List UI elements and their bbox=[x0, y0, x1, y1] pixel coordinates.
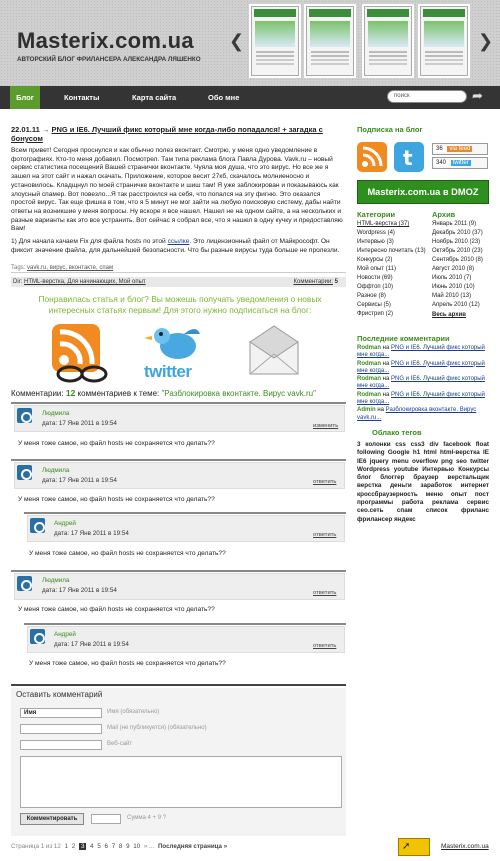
slider-prev-arrow-icon[interactable]: ❮ bbox=[229, 31, 245, 51]
page-link[interactable]: 6 bbox=[104, 843, 108, 850]
page-link[interactable]: 1 bbox=[64, 843, 69, 850]
comment-date: 17 Янв 2011 в 19:54 bbox=[58, 587, 117, 594]
form-divider bbox=[11, 684, 346, 686]
comment-date-prefix: дата: bbox=[54, 641, 70, 648]
page-link[interactable]: 4 bbox=[90, 843, 94, 850]
recent-comment-item bbox=[357, 345, 489, 360]
site-logo[interactable]: Masterix.com.ua bbox=[17, 28, 194, 53]
name-input[interactable]: Имя bbox=[20, 708, 102, 718]
comment-date: 17 Янв 2011 в 19:54 bbox=[70, 641, 129, 648]
comments-topic: "Разблокировка вконтакте. Вирус vavk.ru" bbox=[161, 389, 316, 398]
captcha-input[interactable] bbox=[91, 814, 121, 824]
recent-comments-list bbox=[357, 345, 489, 422]
comments-heading bbox=[11, 388, 346, 398]
recent-comment-on: на bbox=[382, 376, 390, 383]
comment-date-prefix: дата: bbox=[42, 477, 58, 484]
comment-divider bbox=[24, 512, 346, 514]
category-link[interactable]: Новости (69) bbox=[357, 275, 393, 281]
footer-site-link[interactable]: Masterix.com.ua bbox=[441, 843, 489, 850]
feed-counter[interactable] bbox=[432, 143, 488, 155]
post-category-bar bbox=[11, 277, 346, 287]
portfolio-thumbnail[interactable] bbox=[420, 6, 468, 76]
fix-download-link[interactable]: ссылке bbox=[167, 238, 190, 245]
user-avatar-icon bbox=[17, 408, 32, 423]
recent-comment-item bbox=[357, 361, 489, 376]
comment-author[interactable]: Андрей bbox=[54, 520, 76, 527]
recent-comment-author[interactable]: Rodman bbox=[357, 345, 381, 351]
page-link[interactable]: 8 bbox=[118, 843, 123, 850]
recent-comment-item bbox=[357, 407, 489, 422]
comment-textarea[interactable] bbox=[20, 756, 342, 808]
nav-item-blog[interactable]: Блог bbox=[10, 86, 40, 109]
feed-counter-label: via feed bbox=[449, 146, 471, 152]
post-dir-links[interactable]: HTML-верстка, Для начинающих, Мой опыт bbox=[24, 279, 146, 285]
submit-comment-button[interactable]: Комментировать bbox=[20, 813, 84, 825]
recent-comment-link[interactable]: Разблокировка вконтакте. Вирус vavk.ru... bbox=[357, 407, 477, 421]
twitter-counter[interactable] bbox=[432, 157, 488, 169]
recent-comment-author[interactable]: Rodman bbox=[357, 391, 381, 398]
pagination-ellipsis: » ... bbox=[143, 843, 155, 850]
comment-text: У меня тоже самое, но файл hosts не сохраняется что делать?? bbox=[18, 496, 215, 503]
comment-action-link[interactable]: ответить bbox=[313, 590, 337, 596]
recent-comment-author[interactable]: Admin bbox=[357, 407, 376, 414]
post-comments-count: 5 bbox=[334, 279, 338, 285]
comment-date: 17 Янв 2011 в 19:54 bbox=[70, 530, 129, 537]
page-link[interactable]: 9 bbox=[126, 843, 130, 850]
comment-action-link[interactable]: ответить bbox=[313, 643, 337, 649]
comment-author[interactable]: Андрей bbox=[54, 631, 76, 638]
archive-link[interactable]: Август 2010 (8) bbox=[432, 266, 475, 272]
comment-divider bbox=[24, 623, 346, 625]
twitter-counter-value: 340 bbox=[433, 160, 449, 166]
page-link[interactable]: 5 bbox=[97, 843, 101, 850]
post-tags-label: Tags: bbox=[11, 265, 26, 271]
portfolio-thumbnail[interactable] bbox=[251, 6, 299, 76]
page-link[interactable]: 7 bbox=[111, 843, 116, 850]
post-comments-counter[interactable] bbox=[294, 277, 338, 287]
pagination bbox=[11, 843, 227, 850]
comment-date-prefix: дата: bbox=[42, 420, 58, 427]
nav-item-contacts[interactable]: Контакты bbox=[64, 93, 100, 102]
website-input[interactable] bbox=[20, 740, 102, 750]
category-link[interactable]: Сервисы (5) bbox=[357, 302, 391, 308]
search-input[interactable]: поиск bbox=[387, 90, 467, 103]
category-link[interactable]: Wordpress (4) bbox=[357, 230, 395, 236]
post-tags bbox=[11, 265, 346, 273]
archive-link[interactable]: Апрель 2010 (12) bbox=[432, 302, 480, 308]
category-link[interactable]: Конкурсы (2) bbox=[357, 257, 393, 263]
comments-count: 12 bbox=[65, 388, 76, 398]
comment-text: У меня тоже самое, но файл hosts не сохраняется что делать?? bbox=[29, 660, 226, 667]
comment-author[interactable]: Людмила bbox=[42, 467, 70, 474]
comment-text: У меня тоже самое, но файл hosts не сохраняется что делать?? bbox=[18, 440, 215, 447]
page-link[interactable]: 2 bbox=[71, 843, 76, 850]
email-hint: Mail (не публикуется) (обязательно) bbox=[107, 725, 207, 731]
category-link[interactable]: Оффтоп (10) bbox=[357, 284, 394, 290]
comment-text: У меня тоже самое, но файл hosts не сохраняется что делать?? bbox=[29, 550, 226, 557]
archive-link[interactable]: Октябрь 2010 (23) bbox=[432, 248, 483, 254]
comment-divider bbox=[11, 459, 346, 461]
archive-link[interactable]: Сентябрь 2010 (8) bbox=[432, 257, 483, 263]
email-envelope-icon[interactable] bbox=[244, 324, 304, 380]
tag-cloud-title: Облако тегов bbox=[372, 428, 422, 437]
post-body-fix-paragraph bbox=[11, 238, 346, 255]
slider-next-arrow-icon[interactable]: ❯ bbox=[478, 31, 494, 51]
post-arrow: → bbox=[41, 125, 50, 134]
twitter-icon[interactable] bbox=[394, 142, 424, 172]
archive-link[interactable]: Декабрь 2010 (37) bbox=[432, 230, 483, 236]
svg-text:t: t bbox=[403, 146, 413, 170]
archive-link[interactable]: Июнь 2010 (10) bbox=[432, 284, 475, 290]
rss-feed-icon[interactable] bbox=[357, 142, 387, 172]
last-page-link[interactable]: Последняя страница » bbox=[157, 843, 228, 850]
user-avatar-icon bbox=[17, 465, 32, 480]
post-date: 22.01.11 bbox=[11, 125, 40, 134]
recent-comment-link[interactable]: PNG и IE6. Лучший фикс который мне когда... bbox=[357, 391, 485, 406]
dmoz-banner[interactable]: Masterix.com.ua в DMOZ bbox=[357, 180, 489, 204]
comment-action-link[interactable]: ответить bbox=[313, 532, 337, 538]
category-link[interactable]: Мой опыт (11) bbox=[357, 266, 396, 272]
portfolio-thumbnail[interactable] bbox=[306, 6, 354, 76]
site-tagline: АВТОРСКИЙ БЛОГ ФРИЛАНСЕРА АЛЕКСАНДРА ЛЯШЕНКО bbox=[17, 56, 201, 63]
comment-date-prefix: дата: bbox=[42, 587, 58, 594]
category-link[interactable]: Разное (8) bbox=[357, 293, 386, 299]
recent-comment-link[interactable]: PNG и IE6. Лучший фикс который мне когда... bbox=[357, 360, 485, 374]
subscribe-prompt: Понравилась статья и блог? Вы можешь получать уведомления о новых интересных статьях первым! Для этого нужно подписаться на блог: bbox=[38, 294, 322, 315]
comment-author[interactable]: Людмила bbox=[42, 577, 70, 584]
nav-item-sitemap[interactable]: Карта сайта bbox=[132, 93, 177, 102]
post-heading bbox=[11, 125, 345, 143]
comment-divider bbox=[11, 570, 346, 572]
recent-comment-on: на bbox=[382, 360, 390, 367]
post-body: Всем привет! Сегодня проснулся и как обычно полез вконтакт. Смотрю, у меня одно уведомление в фотографиях. Кто-то меня добавил. Посмотрел. Там типа реклама блога Павла Дурова. Vavk.ru – новый сервис статистика посещений Вашей странички вконтакте. Чуяла моя душа, что это вирус. Но все же я зашел на этот сайт и нажал скачать. Приложение, которое весит 27кб, скачалось молниеносно и установилось. Кладщнул по моей страничке вконтакте и шиш там! Я уже заблокирован и показываюсь как злоусный спамер. Вот повезло...Я так расстроился на себя, что попался на эту фигню. Это оказался простой вирус. Так еще фишка в том, что я 5 минут не мог зайти на любую поисковую систему, дабы найти ответы на возникшие у меня вопросы. Ну вскоре я все нашел. Нашел не на одном сайте, а на нескольких и разные варианты как это все устранить. Вот сейчас я собрал все, что я нашел в одну кучку и предоставляю Вам! bbox=[11, 147, 343, 233]
category-link[interactable]: Интервью (3) bbox=[357, 239, 394, 245]
archive-list bbox=[432, 220, 483, 320]
comment-author[interactable]: Людмила bbox=[42, 410, 70, 417]
twitter-logo-text[interactable]: twitter bbox=[144, 362, 192, 381]
archive-title: Архив bbox=[432, 210, 456, 219]
sidebar-subscribe-title: Подписка на блог bbox=[357, 125, 423, 134]
portfolio-thumbnail[interactable] bbox=[364, 6, 412, 76]
recent-comment-on: на bbox=[382, 345, 390, 351]
category-link[interactable]: Фристрип (2) bbox=[357, 311, 393, 317]
recent-comment-link[interactable]: PNG и IE6. Лучший фикс который мне когда... bbox=[357, 345, 485, 359]
comments-label: Комментарии: bbox=[11, 389, 64, 398]
tag-cloud[interactable]: 3 колонки css css3 div facebook float following Google h1 html html-верстка IE IE6 jquery menu overflow png seo twitter Wordpress youtube Интервью Конкурсы блог блоггер браузер верстальщик верстка деньги заработок интернет кроссбраузерность меню опыт пост программы работа реклама сервис сео.сеть спам список фриланс фрилансер яндекс bbox=[357, 441, 489, 523]
post-body-fix-text-after: . Это лицензионный файл от Майкрософт. Он фиксит значение файла, для дальнейшей безопасности. Что бы разные вирусы туда больше не пролезли. bbox=[11, 238, 340, 254]
search-go-arrow-icon[interactable]: ➦ bbox=[472, 88, 483, 103]
recent-comment-item bbox=[357, 376, 489, 391]
recent-comment-item bbox=[357, 392, 489, 407]
category-link[interactable]: HTML-верстка (37) bbox=[357, 221, 410, 227]
recent-comment-author[interactable]: Rodman bbox=[357, 360, 381, 367]
comment-form-title: Оставить комментарий bbox=[16, 690, 103, 699]
post-body-fix-text-before: 1) Для начала качаем Fix для файла hosts по этой bbox=[11, 238, 168, 245]
archive-all-link[interactable]: Весь архив bbox=[432, 312, 466, 318]
comments-to-topic: комментариев к теме: bbox=[77, 389, 160, 398]
archive-link[interactable]: Ноябрь 2010 (23) bbox=[432, 239, 481, 245]
comment-date: 17 Янв 2011 в 19:54 bbox=[58, 477, 117, 484]
post-tags-links[interactable]: vavk.ru, вирус, вконтакте, спам bbox=[27, 265, 114, 271]
user-avatar-icon bbox=[17, 576, 32, 591]
recent-comment-on: на bbox=[377, 407, 384, 414]
page-link-current[interactable]: 3 bbox=[80, 843, 85, 850]
user-avatar-icon bbox=[30, 518, 45, 533]
recent-comment-link[interactable]: PNG и IE6. Лучший фикс который мне когда... bbox=[357, 376, 485, 390]
recent-comments-title: Последние комментарии bbox=[357, 334, 450, 343]
twitter-counter-label: twitter bbox=[452, 160, 469, 166]
comment-divider bbox=[11, 402, 346, 404]
category-link[interactable]: Интересно почитать (13) bbox=[357, 248, 426, 254]
comment-action-link[interactable]: ответить bbox=[313, 479, 337, 485]
footer-badge-arrow-icon: ➚ bbox=[402, 841, 411, 852]
archive-link[interactable]: Январь 2011 (9) bbox=[432, 221, 477, 227]
archive-link[interactable]: Май 2010 (13) bbox=[432, 293, 472, 299]
archive-link[interactable]: Июль 2010 (7) bbox=[432, 275, 472, 281]
pagination-label: Страница 1 из 12 bbox=[11, 843, 61, 850]
categories-title: Категории bbox=[357, 210, 396, 219]
post-dir-label: Dir: bbox=[13, 279, 23, 285]
comment-text: У меня тоже самое, но файл hosts не сохраняется что делать?? bbox=[18, 606, 215, 613]
feed-counter-value: 36 bbox=[433, 146, 446, 152]
nav-item-about[interactable]: Обо мне bbox=[208, 93, 240, 102]
captcha-hint: Сумма 4 + 9 ? bbox=[127, 815, 167, 821]
comment-date: 17 Янв 2011 в 19:54 bbox=[58, 420, 117, 427]
name-hint: Имя (обязательно) bbox=[107, 709, 160, 715]
recent-comment-on: на bbox=[382, 391, 390, 398]
page-link[interactable]: 10 bbox=[133, 843, 141, 850]
categories-list bbox=[357, 220, 426, 319]
recent-comment-author[interactable]: Rodman bbox=[357, 376, 381, 383]
post-comments-label[interactable]: Комментарии: bbox=[293, 279, 333, 285]
comment-date-prefix: дата: bbox=[54, 530, 70, 537]
website-hint: Веб-сайт bbox=[107, 741, 133, 747]
email-input[interactable] bbox=[20, 724, 102, 734]
comment-action-link[interactable]: изменить bbox=[313, 423, 339, 429]
post-title-link[interactable]: PNG и IE6. Лучший фикс который мне когда-либо попадался! + загадка с бонусом bbox=[11, 125, 323, 143]
user-avatar-icon bbox=[30, 629, 45, 644]
rss-glasses-icon[interactable] bbox=[48, 322, 112, 384]
